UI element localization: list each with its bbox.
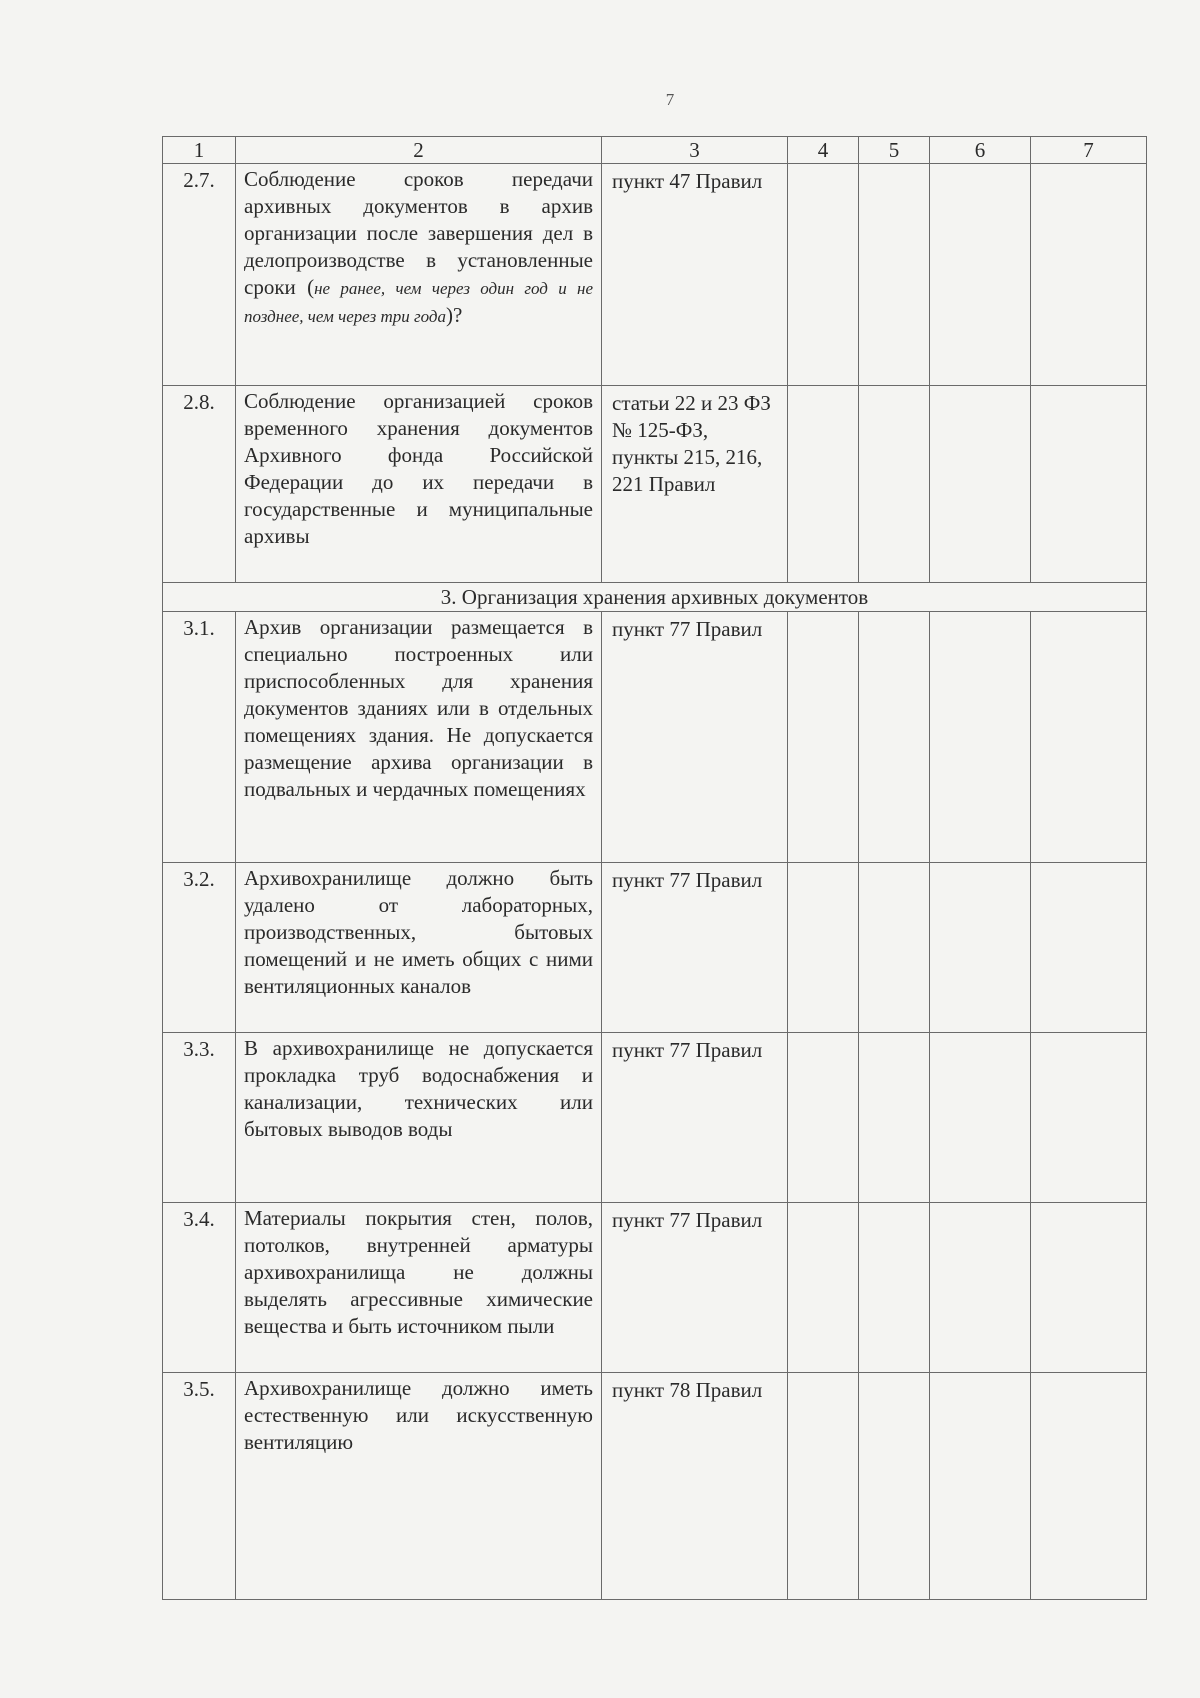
answer-cell-5[interactable] <box>859 1373 930 1600</box>
column-number-5: 5 <box>859 137 930 164</box>
answer-cell-4[interactable] <box>788 1373 859 1600</box>
answer-cell-6[interactable] <box>930 612 1031 863</box>
column-number-3: 3 <box>602 137 788 164</box>
column-number-6: 6 <box>930 137 1031 164</box>
table-row <box>163 1203 1147 1373</box>
table-row <box>163 863 1147 1033</box>
page-number: 7 <box>665 90 675 109</box>
answer-cell-6[interactable] <box>930 1203 1031 1373</box>
requirement-text: Архив организации размещается в специально построенных или приспособленных для хранения документов зданиях или в отдельных помещениях здания. Не допускается размещение архива организации в подвальных и чердачных помещениях <box>236 612 602 863</box>
section-title: 3. Организация хранения архивных документов <box>163 583 1147 612</box>
column-number-row <box>163 137 1147 164</box>
item-number: 3.2. <box>163 863 236 1033</box>
answer-cell-7[interactable] <box>1031 386 1147 583</box>
answer-cell-7[interactable] <box>1031 1373 1147 1600</box>
answer-cell-7[interactable] <box>1031 164 1147 386</box>
table-row <box>163 386 1147 583</box>
column-number-4: 4 <box>788 137 859 164</box>
answer-cell-4[interactable] <box>788 863 859 1033</box>
legal-reference: пункт 77 Правил <box>602 1033 788 1203</box>
answer-cell-7[interactable] <box>1031 863 1147 1033</box>
table-row <box>163 1373 1147 1600</box>
requirement-note: не ранее, чем через один год и не позднее, чем через три года <box>244 279 593 326</box>
column-number-7: 7 <box>1031 137 1147 164</box>
requirement-main-text: Соблюдение сроков передачи архивных документов в архив организации после завершения дел в делопроизводстве в установленные сроки ( <box>244 167 593 299</box>
answer-cell-5[interactable] <box>859 1033 930 1203</box>
column-number-1: 1 <box>163 137 236 164</box>
answer-cell-6[interactable] <box>930 863 1031 1033</box>
item-number: 3.3. <box>163 1033 236 1203</box>
answer-cell-4[interactable] <box>788 1203 859 1373</box>
column-number-2: 2 <box>236 137 602 164</box>
answer-cell-6[interactable] <box>930 164 1031 386</box>
requirement-text: Материалы покрытия стен, полов, потолков, внутренней арматуры архивохранилища не должны выделять агрессивные химические вещества и быть источником пыли <box>236 1203 602 1373</box>
answer-cell-7[interactable] <box>1031 612 1147 863</box>
answer-cell-5[interactable] <box>859 612 930 863</box>
legal-reference: пункт 77 Правил <box>602 863 788 1033</box>
answer-cell-5[interactable] <box>859 386 930 583</box>
answer-cell-5[interactable] <box>859 1203 930 1373</box>
requirement-text: Архивохранилище должно быть удалено от лабораторных, производственных, бытовых помещений и не иметь общих с ними вентиляционных каналов <box>236 863 602 1033</box>
legal-reference: пункт 77 Правил <box>602 1203 788 1373</box>
answer-cell-6[interactable] <box>930 386 1031 583</box>
answer-cell-4[interactable] <box>788 1033 859 1203</box>
table-row <box>163 164 1147 386</box>
answer-cell-5[interactable] <box>859 164 930 386</box>
answer-cell-7[interactable] <box>1031 1033 1147 1203</box>
answer-cell-4[interactable] <box>788 612 859 863</box>
legal-reference: пункт 77 Правил <box>602 612 788 863</box>
table-row <box>163 612 1147 863</box>
section-header-row <box>163 583 1147 612</box>
item-number: 3.5. <box>163 1373 236 1600</box>
answer-cell-5[interactable] <box>859 863 930 1033</box>
legal-reference: статьи 22 и 23 ФЗ № 125-ФЗ, пункты 215, 216, 221 Правил <box>602 386 788 583</box>
checklist-table <box>162 136 1147 1600</box>
answer-cell-4[interactable] <box>788 386 859 583</box>
requirement-text: В архивохранилище не допускается прокладка труб водоснабжения и канализации, технических или бытовых выводов воды <box>236 1033 602 1203</box>
requirement-text: Архивохранилище должно иметь естественную или искусственную вентиляцию <box>236 1373 602 1600</box>
answer-cell-7[interactable] <box>1031 1203 1147 1373</box>
answer-cell-6[interactable] <box>930 1033 1031 1203</box>
legal-reference: пункт 78 Правил <box>602 1373 788 1600</box>
answer-cell-6[interactable] <box>930 1373 1031 1600</box>
requirement-text: Соблюдение организацией сроков временного хранения документов Архивного фонда Российской Федерации до их передачи в государственные и муниципальные архивы <box>236 386 602 583</box>
answer-cell-4[interactable] <box>788 164 859 386</box>
item-number: 3.4. <box>163 1203 236 1373</box>
table-row <box>163 1033 1147 1203</box>
item-number: 3.1. <box>163 612 236 863</box>
item-number: 2.7. <box>163 164 236 386</box>
item-number: 2.8. <box>163 386 236 583</box>
requirement-text <box>236 164 602 386</box>
legal-reference: пункт 47 Правил <box>602 164 788 386</box>
requirement-tail: )? <box>446 303 463 327</box>
